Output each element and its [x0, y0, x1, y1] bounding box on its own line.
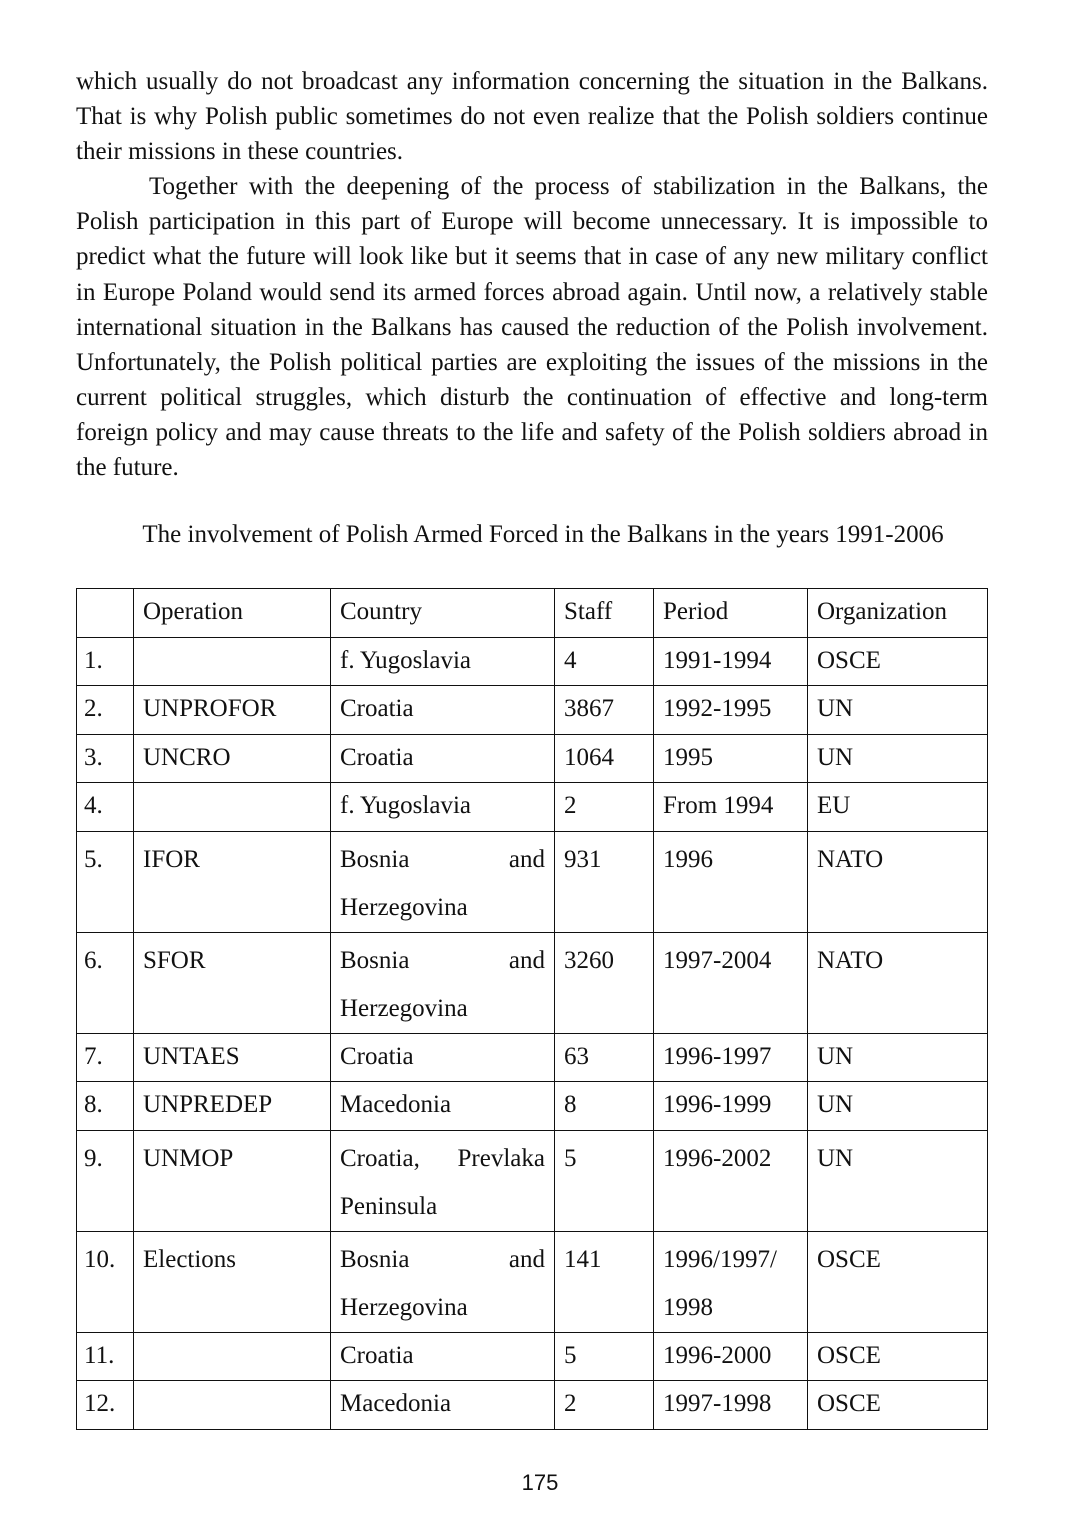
country-line-1b: and	[508, 946, 545, 974]
table-header-row	[77, 589, 988, 638]
country-cell: f. Yugoslavia	[331, 783, 555, 832]
table-row	[77, 1130, 988, 1231]
country-line-2: Herzegovina	[340, 893, 468, 921]
organization-cell: EU	[808, 783, 988, 832]
table-row	[77, 1033, 988, 1082]
organization-cell: OSCE	[808, 1381, 988, 1430]
row-number: 4.	[77, 783, 134, 832]
period-cell: 1996	[654, 831, 808, 932]
body-paragraph-2: Together with the deepening of the process of stabilization in the Balkans, the Polish participation in this part of Europe will become unnecessary. It is impossible to predict what the future will look like but it seems that in case of any new military conflict in Europe Poland would send its armed forces abroad again. Until now, a relatively stable international situation in the Balkans has caused the reduction of the Polish involvement. Unfortunately, the Polish political parties are exploiting the issues of the missions in the current political struggles, which disturb the continuation of effective and long-term foreign policy and may cause threats to the life and safety of the Polish soldiers abroad in the future.	[76, 173, 988, 482]
period-cell: 1996-2000	[654, 1332, 808, 1381]
country-line-1a: Bosnia	[340, 845, 410, 873]
page-number: 175	[521, 1470, 559, 1495]
country-cell	[331, 932, 555, 1033]
row-number: 7.	[77, 1033, 134, 1082]
missions-table	[76, 588, 988, 1430]
period-cell: 1996-1999	[654, 1082, 808, 1131]
staff-cell: 5	[555, 1332, 654, 1381]
header-cell-staff: Staff	[555, 589, 654, 638]
staff-cell: 63	[555, 1033, 654, 1082]
organization-cell: NATO	[808, 831, 988, 932]
header-cell-number	[77, 589, 134, 638]
country-cell: Croatia	[331, 1033, 555, 1082]
country-cell	[331, 1130, 555, 1231]
country-cell	[331, 831, 555, 932]
row-number: 11.	[77, 1332, 134, 1381]
organization-cell: UN	[808, 1130, 988, 1231]
period-cell: 1992-1995	[654, 686, 808, 735]
country-line-1b: and	[508, 845, 545, 873]
staff-cell: 3867	[555, 686, 654, 735]
table-row	[77, 1381, 988, 1430]
staff-cell: 141	[555, 1231, 654, 1332]
header-cell-period: Period	[654, 589, 808, 638]
staff-cell: 3260	[555, 932, 654, 1033]
operation-cell: Elections	[134, 1231, 331, 1332]
table-row	[77, 1332, 988, 1381]
page-body	[76, 64, 988, 552]
table-row	[77, 734, 988, 783]
operation-cell: SFOR	[134, 932, 331, 1033]
period-cell: 1996-2002	[654, 1130, 808, 1231]
operation-cell	[134, 1381, 331, 1430]
country-line-1b: and	[508, 1245, 545, 1273]
country-line-1a: Croatia,	[340, 1144, 420, 1172]
country-cell: Macedonia	[331, 1381, 555, 1430]
country-cell: Croatia	[331, 734, 555, 783]
operation-cell: IFOR	[134, 831, 331, 932]
period-cell: 1997-1998	[654, 1381, 808, 1430]
table-row	[77, 831, 988, 932]
table-row	[77, 932, 988, 1033]
staff-cell: 2	[555, 1381, 654, 1430]
header-cell-country: Country	[331, 589, 555, 638]
staff-cell: 2	[555, 783, 654, 832]
organization-cell: UN	[808, 734, 988, 783]
period-line-1: 1996/1997/	[663, 1245, 777, 1273]
organization-cell: UN	[808, 686, 988, 735]
organization-cell: NATO	[808, 932, 988, 1033]
table-row	[77, 686, 988, 735]
header-cell-operation: Operation	[134, 589, 331, 638]
country-line-1b: Prevlaka	[457, 1144, 545, 1172]
table-caption: The involvement of Polish Armed Forced in the Balkans in the years 1991-2006	[142, 521, 944, 549]
row-number: 5.	[77, 831, 134, 932]
period-line-2: 1998	[663, 1293, 713, 1321]
operation-cell: UNPROFOR	[134, 686, 331, 735]
staff-cell: 4	[555, 637, 654, 686]
row-number: 8.	[77, 1082, 134, 1131]
row-number: 1.	[77, 637, 134, 686]
period-cell: 1996-1997	[654, 1033, 808, 1082]
operation-cell: UNTAES	[134, 1033, 331, 1082]
staff-cell: 5	[555, 1130, 654, 1231]
table-row	[77, 783, 988, 832]
body-paragraph-1: which usually do not broadcast any information concerning the situation in the Balkans. That is why Polish public sometimes do not even realize that the Polish soldiers continue their missions in these countries.	[76, 68, 988, 166]
operation-cell	[134, 637, 331, 686]
country-cell: f. Yugoslavia	[331, 637, 555, 686]
row-number: 10.	[77, 1231, 134, 1332]
staff-cell: 1064	[555, 734, 654, 783]
staff-cell: 931	[555, 831, 654, 932]
country-cell: Croatia	[331, 686, 555, 735]
operation-cell: UNMOP	[134, 1130, 331, 1231]
period-cell: From 1994	[654, 783, 808, 832]
period-cell: 1991-1994	[654, 637, 808, 686]
table-row	[77, 1231, 988, 1332]
row-number: 2.	[77, 686, 134, 735]
table-row	[77, 1082, 988, 1131]
operation-cell: UNPREDEP	[134, 1082, 331, 1131]
period-cell: 1995	[654, 734, 808, 783]
organization-cell: UN	[808, 1033, 988, 1082]
row-number: 9.	[77, 1130, 134, 1231]
country-line-2: Herzegovina	[340, 994, 468, 1022]
country-cell: Macedonia	[331, 1082, 555, 1131]
row-number: 3.	[77, 734, 134, 783]
table-row	[77, 637, 988, 686]
staff-cell: 8	[555, 1082, 654, 1131]
header-cell-organization: Organization	[808, 589, 988, 638]
country-cell: Croatia	[331, 1332, 555, 1381]
period-cell	[654, 1231, 808, 1332]
operation-cell	[134, 1332, 331, 1381]
country-cell	[331, 1231, 555, 1332]
country-line-2: Herzegovina	[340, 1293, 468, 1321]
country-line-1a: Bosnia	[340, 946, 410, 974]
organization-cell: OSCE	[808, 1231, 988, 1332]
organization-cell: UN	[808, 1082, 988, 1131]
row-number: 12.	[77, 1381, 134, 1430]
operation-cell	[134, 783, 331, 832]
country-line-1a: Bosnia	[340, 1245, 410, 1273]
organization-cell: OSCE	[808, 637, 988, 686]
row-number: 6.	[77, 932, 134, 1033]
operation-cell: UNCRO	[134, 734, 331, 783]
organization-cell: OSCE	[808, 1332, 988, 1381]
period-cell: 1997-2004	[654, 932, 808, 1033]
country-line-2: Peninsula	[340, 1192, 438, 1220]
